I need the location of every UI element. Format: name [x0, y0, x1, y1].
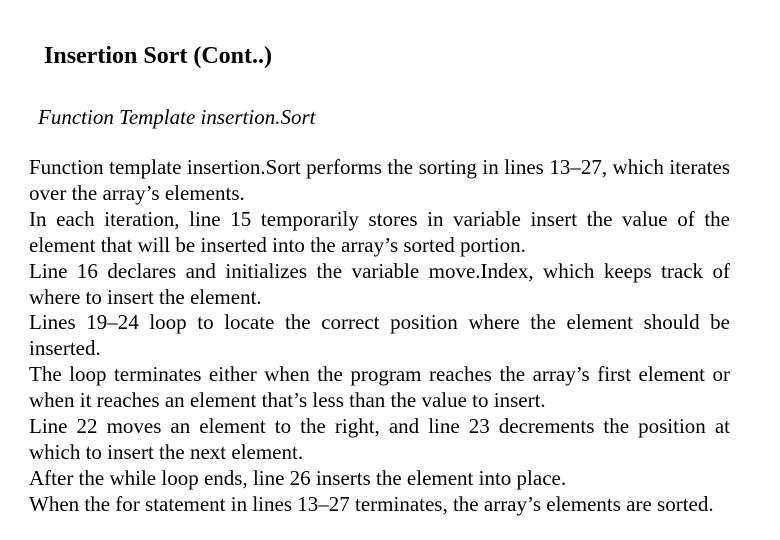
paragraph: Line 22 moves an element to the right, and line 23 decrements the position at which to insert the next element.: [29, 414, 730, 464]
paragraph: Lines 19–24 loop to locate the correct position where the element should be inserted.: [29, 310, 730, 361]
slide-subtitle: Function Template insertion.Sort: [38, 105, 316, 129]
paragraph: After the while loop ends, line 26 inserts the element into place.: [29, 465, 567, 490]
paragraph: Function template insertion.Sort performs the sorting in lines 13–27, which iterates over the array’s elements.: [29, 155, 730, 205]
paragraph: In each iteration, line 15 temporarily stores in variable insert the value of the element that will be inserted into the array’s sorted portion.: [29, 206, 730, 257]
slide-title: Insertion Sort (Cont..): [44, 43, 272, 69]
slide-body: [29, 155, 730, 518]
paragraph: When the for statement in lines 13–27 terminates, the array’s elements are sorted.: [29, 491, 714, 516]
paragraph: The loop terminates either when the program reaches the array’s first element or when it reaches an element that’s less than the value to insert.: [29, 362, 730, 413]
paragraph: Line 16 declares and initializes the variable move.Index, which keeps track of where to insert the element.: [29, 258, 730, 309]
